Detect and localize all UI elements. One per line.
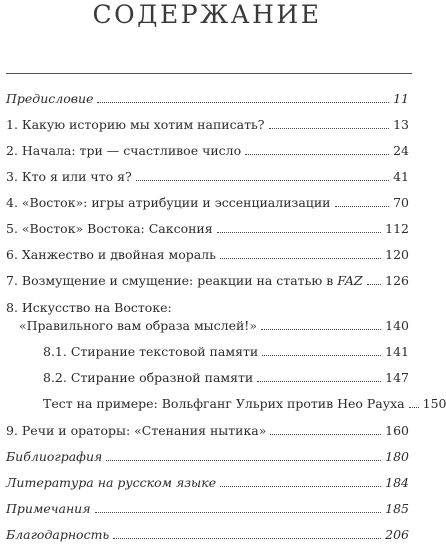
toc-entry-section-8-2[interactable] xyxy=(43,370,409,386)
dot-leader xyxy=(136,180,389,181)
toc-entry-label: 3. Кто я или что я? xyxy=(6,169,132,184)
toc-entry-page: 206 xyxy=(385,527,409,542)
toc-entry-bibliography[interactable] xyxy=(6,449,409,465)
toc-entry-chapter-8[interactable] xyxy=(19,318,409,334)
toc-entry-russian-literature[interactable] xyxy=(6,475,409,491)
toc-entry-chapter-1[interactable] xyxy=(6,117,409,133)
toc-entry-label: Библиография xyxy=(6,449,103,464)
dot-leader xyxy=(217,232,382,233)
toc-entry-label: 9. Речи и ораторы: «Стенания нытика» xyxy=(6,423,267,438)
toc-entry-label: 2. Начала: три — счастливое число xyxy=(6,143,242,158)
toc-entry-chapter-9[interactable] xyxy=(6,423,409,439)
toc-entry-preface[interactable] xyxy=(6,91,409,107)
dot-leader xyxy=(261,329,381,330)
toc-entry-page: 11 xyxy=(393,91,409,106)
toc-entry-label: «Правильного вам образа мыслей!» xyxy=(19,318,257,333)
toc-entry-chapter-2[interactable] xyxy=(6,143,409,159)
toc-entry-chapter-6[interactable] xyxy=(6,247,409,263)
toc-entry-page: 13 xyxy=(393,117,409,132)
dot-leader xyxy=(409,407,419,408)
toc-entry-page: 160 xyxy=(385,423,409,438)
toc-entry-label-emphasis: FAZ xyxy=(337,273,363,288)
toc-entry-page: 147 xyxy=(385,370,409,385)
toc-entry-page: 24 xyxy=(393,143,409,158)
toc-entry-chapter-4[interactable] xyxy=(6,195,409,211)
toc-entry-chapter-5[interactable] xyxy=(6,221,409,237)
toc-entry-page: 141 xyxy=(385,344,409,359)
dot-leader xyxy=(113,538,381,539)
toc-entry-page: 150 xyxy=(422,396,446,411)
toc-entry-label: Литература на русском языке xyxy=(6,475,217,490)
page-title: СОДЕРЖАНИЕ xyxy=(92,0,322,29)
toc-entry-page: 120 xyxy=(385,247,409,262)
dot-leader xyxy=(270,434,381,435)
toc-entry-page: 70 xyxy=(393,195,409,210)
dot-leader xyxy=(367,284,382,285)
dot-leader xyxy=(335,206,390,207)
toc-entry-label: 8.2. Стирание образной памяти xyxy=(43,370,254,385)
toc-entry-label: 1. Какую историю мы хотим написать? xyxy=(6,117,265,132)
toc-entry-acknowledgements[interactable] xyxy=(6,527,409,543)
toc-entry-label-text: 7. Возмущение и смущение: реакции на статью в xyxy=(6,273,338,288)
toc-entry-label xyxy=(6,273,363,289)
toc-entry-page: 184 xyxy=(385,475,409,490)
toc-entry-label: 4. «Восток»: игры атрибуции и эссенциализации xyxy=(6,195,331,210)
dot-leader xyxy=(257,381,381,382)
dot-leader xyxy=(97,102,389,103)
dot-leader xyxy=(262,355,381,356)
toc-entry-label: Предисловие xyxy=(6,91,94,106)
toc-entry-page: 112 xyxy=(385,221,409,236)
toc-entry-chapter-7[interactable] xyxy=(6,273,409,289)
toc-entry-label: 5. «Восток» Востока: Саксония xyxy=(6,221,213,236)
toc-entry-page: 41 xyxy=(393,169,409,184)
toc-entry-notes[interactable] xyxy=(6,501,409,517)
toc-entry-chapter-8-line1: 8. Искусство на Востоке: xyxy=(6,300,172,315)
toc-entry-label: 8.1. Стирание текстовой памяти xyxy=(43,344,259,359)
dot-leader xyxy=(220,486,381,487)
toc-entry-page: 185 xyxy=(385,501,409,516)
toc-entry-page: 140 xyxy=(385,318,409,333)
toc-entry-page: 180 xyxy=(385,449,409,464)
toc-entry-case-study[interactable] xyxy=(43,396,446,412)
dot-leader xyxy=(269,128,390,129)
toc-entry-page: 126 xyxy=(385,273,409,288)
dot-leader xyxy=(220,258,381,259)
dot-leader xyxy=(245,154,389,155)
dot-leader xyxy=(95,512,382,513)
toc-entry-label: 6. Ханжество и двойная мораль xyxy=(6,247,216,262)
toc-entry-label: Тест на примере: Вольфганг Ульрих против Нео Рауха xyxy=(43,396,405,411)
toc-entry-section-8-1[interactable] xyxy=(43,344,409,360)
toc-entry-label: Благодарность xyxy=(6,527,110,542)
toc-entry-label: Примечания xyxy=(6,501,91,516)
toc-entry-chapter-3[interactable] xyxy=(6,169,409,185)
dot-leader xyxy=(106,460,381,461)
